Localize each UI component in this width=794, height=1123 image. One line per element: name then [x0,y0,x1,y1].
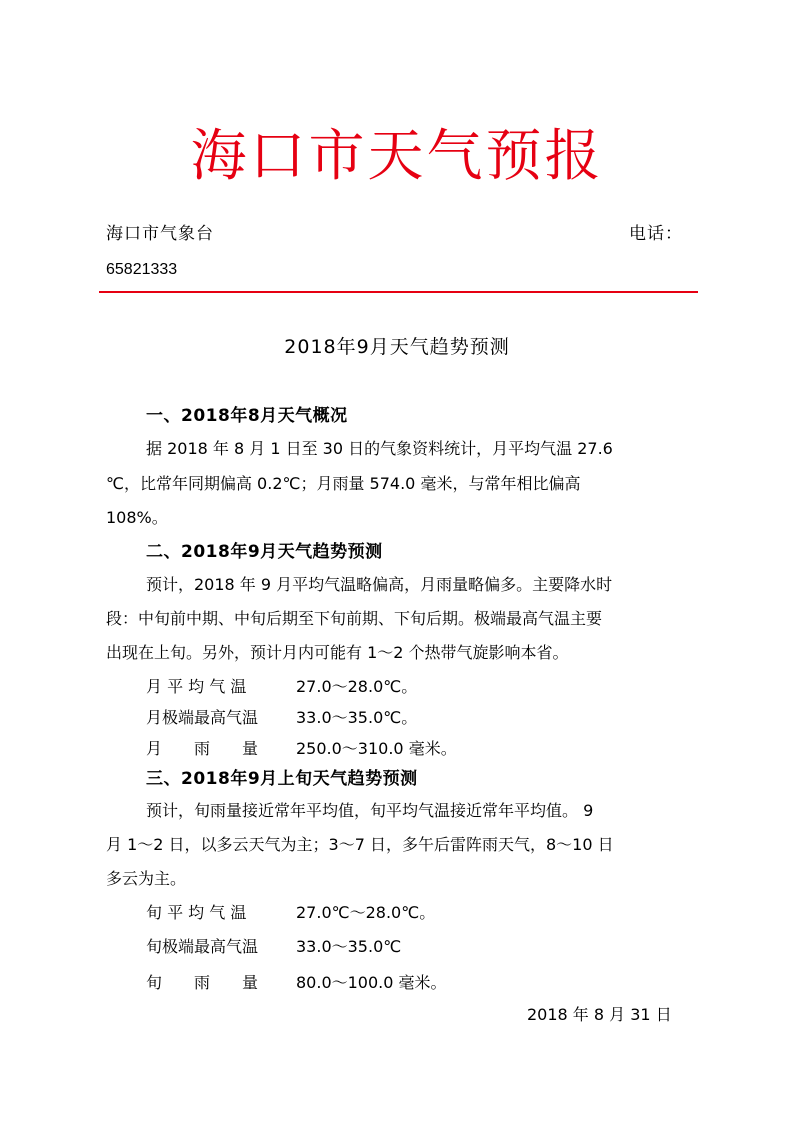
header-divider [99,291,698,293]
paragraph-line: 出现在上旬。另外，预计月内可能有 1～2 个热带气旋影响本省。 [106,643,569,662]
paragraph-line: 段：中旬前中期、中旬后期至下旬前期、下旬后期。极端最高气温主要 [106,609,603,628]
paragraph-line: 108%。 [106,508,168,527]
data-row-monthly-rainfall [146,736,457,759]
data-row-dekad-max-temp [146,934,401,957]
issue-date: 2018 年 8 月 31 日 [527,1005,672,1024]
paragraph-line: ℃，比常年同期偏高 0.2℃；月雨量 574.0 毫米，与常年相比偏高 [106,474,581,493]
data-row-monthly-max-temp [146,705,417,728]
data-label: 旬 平 均 气 温 [146,903,247,922]
issuer-name: 海口市气象台 [106,224,214,244]
section-heading-august-summary: 一、2018年8月天气概况 [146,406,348,426]
data-label: 旬 雨 量 [146,973,259,992]
data-label: 月极端最高气温 [146,708,259,727]
paragraph-line: 据 2018 年 8 月 1 日至 30 日的气象资料统计，月平均气温 27.6 [146,439,613,458]
phone-number: 65821333 [106,261,178,278]
paragraph-line: 多云为主。 [106,869,187,888]
data-label: 月 平 均 气 温 [146,677,247,696]
document-title: 2018年9月天气趋势预测 [284,336,510,358]
data-value: 80.0～100.0 毫米。 [296,973,447,992]
paragraph-line: 预计，旬雨量接近常年平均值，旬平均气温接近常年平均值。 9 [146,801,594,820]
data-label: 旬极端最高气温 [146,937,259,956]
paragraph-line: 月 1～2 日，以多云天气为主；3～7 日，多午后雷阵雨天气，8～10 日 [106,835,614,854]
data-value: 33.0～35.0℃。 [296,708,418,727]
data-value: 27.0～28.0℃。 [296,677,418,696]
data-label: 月 雨 量 [146,739,259,758]
section-heading-september-forecast: 二、2018年9月天气趋势预测 [146,542,383,562]
masthead-title: 海口市天气预报 [190,124,604,189]
data-row-monthly-mean-temp [146,674,417,697]
data-value: 27.0℃～28.0℃。 [296,903,436,922]
paragraph-line: 预计，2018 年 9 月平均气温略偏高，月雨量略偏多。主要降水时 [146,575,613,594]
section-heading-early-september: 三、2018年9月上旬天气趋势预测 [146,769,418,789]
phone-label: 电话： [629,224,683,244]
data-value: 33.0～35.0℃ [296,937,402,956]
data-row-dekad-rainfall [146,970,447,993]
data-value: 250.0～310.0 毫米。 [296,739,457,758]
data-row-dekad-mean-temp [146,900,435,923]
